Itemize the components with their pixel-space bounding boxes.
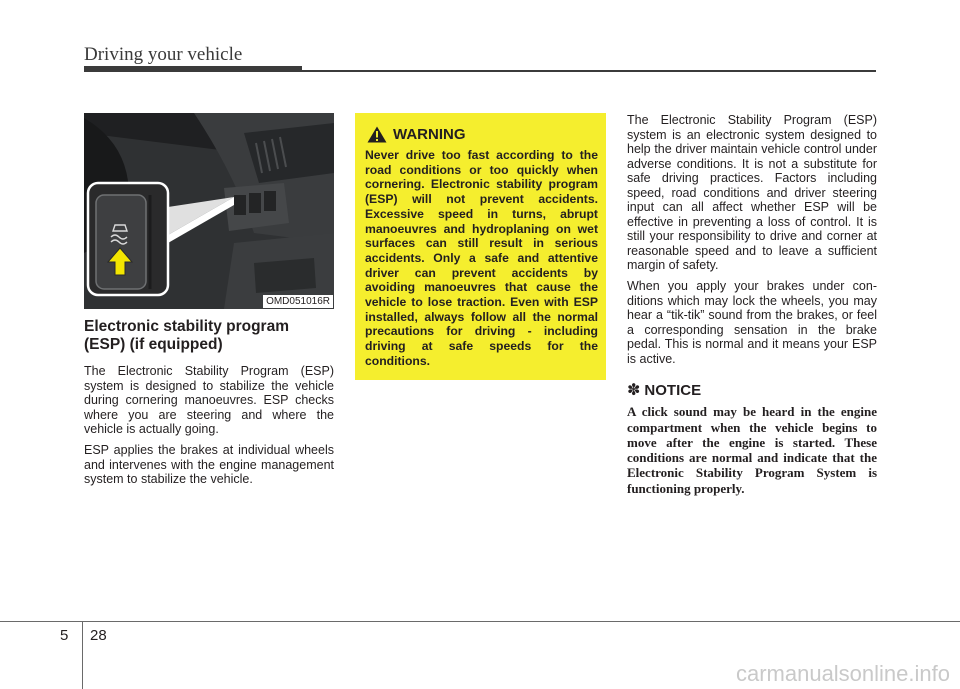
warning-text: Never drive too fast according to the road conditions or too quickly when cornering. Electronic stability program (ESP) will not prevent accidents. Excessive speed in turns, abrupt manoeuvres and hydroplaning on wet surfaces can still result in serious accidents. Only a safe and attentive driver can prevent accidents by avoiding manoeuvres that cause the vehicle to lose traction. Even with ESP installed, always follow all the normal precautions for driving - including driving at safe speeds for the conditions. [365, 148, 598, 368]
footer-rule [0, 621, 960, 622]
warning-title: WARNING [393, 125, 466, 143]
watermark: carmanualsonline.info [735, 661, 950, 686]
warning-triangle-icon [367, 126, 387, 143]
asterisk-icon: ✽ [627, 382, 641, 400]
dashboard-image [84, 113, 334, 309]
esp-button-illustration [84, 113, 334, 309]
paragraph: When you apply your brakes under conditions which may lock the wheels, you may hear a “tik-tik” sound from the brakes, or feel a corresponding sensation in the brake pedal. This is normal and it means your ESP is active. [627, 279, 877, 366]
page-header-title: Driving your vehicle [84, 44, 243, 65]
warning-header [367, 123, 598, 145]
left-column [84, 318, 334, 493]
notice-title: NOTICE [644, 381, 702, 399]
header-rule [84, 66, 302, 72]
notice-text: A click sound may be heard in the engine compartment when the vehicle begins to move after the engine is started. These conditions are normal and indicate that the Electronic Stability Program System is functioning properly. [627, 404, 877, 496]
notice-heading [627, 380, 877, 400]
chapter-number: 5 [60, 627, 69, 644]
header-rule-thin [302, 70, 876, 72]
page-number: 28 [90, 627, 107, 644]
paragraph: The Electronic Stability Program (ESP) system is designed to stabilize the vehicle during cornering manoeuvres. ESP checks where you are steering and where the vehicle is actually going. [84, 364, 334, 437]
footer-divider [82, 621, 83, 689]
paragraph: ESP applies the brakes at individual wheels and intervenes with the engine management system to stabilize the vehicle. [84, 442, 334, 487]
right-column [627, 113, 877, 496]
figure-code: OMD051016R [263, 295, 333, 308]
section-title: Electronic stability program (ESP) (if equipped) [84, 318, 289, 353]
warning-box [355, 113, 606, 380]
paragraph: The Electronic Stability Program (ESP) system is an electronic system designed to help the driver maintain vehicle control under adverse conditions. It is not a substitute for safe driving practices. Factors including speed, road conditions and driver steering input can all affect whether ESP will be effective in preventing a loss of control. It is still your responsibility to drive and corner at reasonable speed and to leave a sufficient margin of safety. [627, 113, 877, 273]
